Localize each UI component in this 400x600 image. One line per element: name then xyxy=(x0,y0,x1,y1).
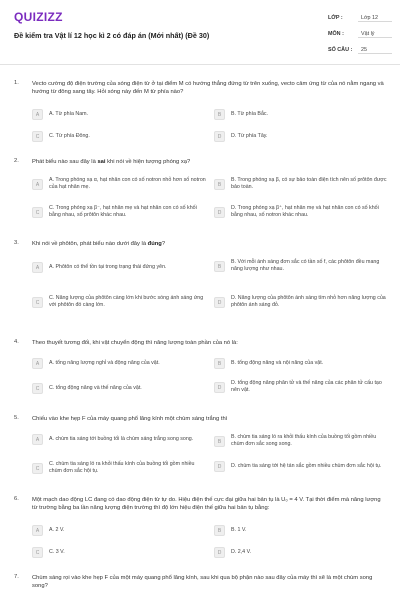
option-letter-badge: D xyxy=(214,297,225,308)
question-number: 7. xyxy=(14,574,19,580)
question-number: 4. xyxy=(14,339,19,345)
question-text-part: Phát biểu nào sau đây là xyxy=(32,159,98,165)
answer-option-b[interactable] xyxy=(214,177,388,191)
option-text: A. 2 V. xyxy=(49,527,65,533)
option-text: B. Trong phóng xạ β, có sự bảo toàn điện tích nên số prôtôn được bảo toàn. xyxy=(231,177,387,190)
answer-option-d[interactable] xyxy=(214,205,388,219)
question-number: 3. xyxy=(14,240,19,246)
meta-value: Lớp 12 xyxy=(358,15,392,22)
question-text: Theo thuyết tương đối, khi vật chuyển động thì năng lượng toàn phần của nó là: xyxy=(32,340,238,346)
option-text: C. Từ phía Đông. xyxy=(49,133,90,139)
option-text: B. 1 V. xyxy=(231,527,247,533)
option-letter-badge: C xyxy=(32,463,43,474)
question-text xyxy=(32,158,384,166)
option-letter-badge: C xyxy=(32,383,43,394)
answer-option-c[interactable] xyxy=(32,295,206,309)
option-text: A. Phôtôn có thể tồn tại trong trạng thái đứng yên. xyxy=(49,264,167,270)
question-text-part: ? xyxy=(161,241,166,247)
question-text xyxy=(32,240,384,248)
worksheet-header xyxy=(0,0,400,65)
answer-option-a[interactable] xyxy=(32,262,206,273)
option-text: D. Trong phóng xạ β⁺, hạt nhân mẹ và hạt nhân con có số khối bằng nhau, số notron khác nhau. xyxy=(231,205,379,218)
answer-option-d[interactable] xyxy=(214,380,388,394)
option-text: C. 3 V. xyxy=(49,549,65,555)
option-text: B. Từ phía Bắc. xyxy=(231,111,269,117)
option-text: D. 2,4 V. xyxy=(231,549,252,555)
answer-option-b[interactable] xyxy=(214,525,388,536)
answer-option-d[interactable] xyxy=(214,547,388,558)
worksheet-title: Đề kiểm tra Vật lí 12 học kì 2 có đáp án (Mới nhất) (Đề 30) xyxy=(14,31,210,40)
option-letter-badge: C xyxy=(32,297,43,308)
question-number: 1. xyxy=(14,80,19,86)
question-text: Vecto cường độ điện trường của sóng điện từ ở tại điểm M có hướng thẳng đứng từ trên xuống, vecto cảm ứng từ của nó nằm ngang và hướng từ đông sang tây. Hỏi sóng này đến M từ phía nào? xyxy=(32,81,384,95)
meta-value: Vật lý xyxy=(358,31,392,38)
answer-option-a[interactable] xyxy=(32,358,206,369)
answer-option-c[interactable] xyxy=(32,131,206,142)
answer-option-a[interactable] xyxy=(32,177,206,191)
answer-option-c[interactable] xyxy=(32,205,206,219)
answer-option-a[interactable] xyxy=(32,434,206,445)
answer-option-b[interactable] xyxy=(214,259,388,273)
option-letter-badge: C xyxy=(32,547,43,558)
option-text: C. Năng lượng của phôtôn càng lớn khi bước sóng ánh sáng ứng với phôtôn đó càng lớn. xyxy=(49,295,204,308)
option-letter-badge: B xyxy=(214,358,225,369)
question-text: Chiếu vào khe hẹp F của máy quang phổ lăng kính một chùm sáng trắng thì xyxy=(32,416,228,422)
option-letter-badge: C xyxy=(32,207,43,218)
option-text: C. chùm tia sáng ló ra khỏi thấu kính của buồng tối gồm nhiều chùm đơn sắc hội tụ. xyxy=(49,461,195,474)
meta-label: LỚP : xyxy=(328,15,343,21)
question-text: Chùm sáng rọi vào khe hẹp F của một máy quang phổ lăng kính, sau khi qua bộ phận nào sau đây của máy thì sẽ là một chùm song song? xyxy=(32,575,373,589)
option-letter-badge: A xyxy=(32,525,43,536)
option-letter-badge: D xyxy=(214,131,225,142)
option-text: A. tổng năng lượng nghỉ và động năng của vật. xyxy=(49,360,160,366)
option-letter-badge: C xyxy=(32,131,43,142)
answer-option-b[interactable] xyxy=(214,358,388,369)
answer-option-b[interactable] xyxy=(214,434,388,448)
option-text: B. Với mỗi ánh sáng đơn sắc có tần số f, các phôtôn đều mang năng lượng như nhau. xyxy=(231,259,380,272)
option-letter-badge: D xyxy=(214,461,225,472)
option-text: D. tổng động năng phân tử và thế năng của các phân tử cấu tạo nên vật. xyxy=(231,380,382,393)
question-number: 6. xyxy=(14,496,19,502)
option-text: D. chùm tia sáng tới hệ tán sắc gồm nhiều chùm đơn sắc hội tụ. xyxy=(231,463,382,469)
option-letter-badge: D xyxy=(214,382,225,393)
answer-option-c[interactable] xyxy=(32,461,206,475)
answer-option-d[interactable] xyxy=(214,131,388,142)
question-text-part: Khi nói về phôtôn, phát biểu nào dưới đây là xyxy=(32,241,148,247)
option-text: A. Trong phóng xạ α, hạt nhân con có số notron nhỏ hơn số notron của hạt nhân mẹ. xyxy=(49,177,206,190)
option-letter-badge: A xyxy=(32,358,43,369)
question-number: 5. xyxy=(14,415,19,421)
option-letter-badge: B xyxy=(214,109,225,120)
option-letter-badge: B xyxy=(214,261,225,272)
option-letter-badge: B xyxy=(214,179,225,190)
option-text: B. chùm tia sáng ló ra khỏi thấu kính của buồng tối gồm nhiều chùm đơn sắc song song. xyxy=(231,434,377,447)
option-letter-badge: A xyxy=(32,179,43,190)
answer-option-c[interactable] xyxy=(32,547,206,558)
meta-value: 25 xyxy=(358,47,392,54)
question-text-part: khi nói về hiện tượng phóng xạ? xyxy=(105,159,191,165)
question-number: 2. xyxy=(14,158,19,164)
answer-option-b[interactable] xyxy=(214,109,388,120)
option-letter-badge: D xyxy=(214,207,225,218)
option-text: B. tổng động năng và nội năng của vật. xyxy=(231,360,324,366)
meta-row-class xyxy=(328,12,392,24)
meta-label: MÔN : xyxy=(328,31,344,37)
answer-option-c[interactable] xyxy=(32,383,206,394)
question-text: Một mạch dao động LC đang có dao động điện từ tự do. Hiệu điện thế cực đại giữa hai bản tụ là U₀ = 4 V. Tại thời điểm mà năng lượng từ trường bằng ba lần năng lượng điện trường thì độ lớn hiệu điện thế giữa hai bản tụ bằng: xyxy=(32,497,381,511)
option-letter-badge: A xyxy=(32,434,43,445)
meta-row-subject xyxy=(328,28,392,40)
worksheet-meta xyxy=(328,12,392,60)
option-text: A. chùm tia sáng tới buồng tối là chùm sáng trắng song song. xyxy=(49,436,194,442)
answer-option-d[interactable] xyxy=(214,295,388,309)
meta-row-count xyxy=(328,44,392,56)
option-text: D. Từ phía Tây. xyxy=(231,133,268,139)
answer-option-a[interactable] xyxy=(32,525,206,536)
option-text: C. Trong phóng xạ β⁻, hạt nhân mẹ và hạt nhân con có số khối bằng nhau, số prôtôn khác nhau. xyxy=(49,205,197,218)
option-letter-badge: A xyxy=(32,262,43,273)
option-text: D. Năng lượng của phôtôn ánh sáng tím nhỏ hơn năng lượng của phôtôn ánh sáng đỏ. xyxy=(231,295,386,308)
option-letter-badge: D xyxy=(214,547,225,558)
answer-option-d[interactable] xyxy=(214,461,388,472)
answer-option-a[interactable] xyxy=(32,109,206,120)
meta-label: SỐ CÂU : xyxy=(328,47,353,53)
question-text-emphasis: đúng xyxy=(147,241,162,247)
option-letter-badge: B xyxy=(214,436,225,447)
option-text: A. Từ phía Nam. xyxy=(49,111,89,117)
question-text-emphasis: sai xyxy=(97,159,106,165)
option-letter-badge: A xyxy=(32,109,43,120)
option-text: C. tổng động năng và thế năng của vật. xyxy=(49,385,142,391)
quizizz-logo: QUIZIZZ xyxy=(14,10,63,24)
option-letter-badge: B xyxy=(214,525,225,536)
